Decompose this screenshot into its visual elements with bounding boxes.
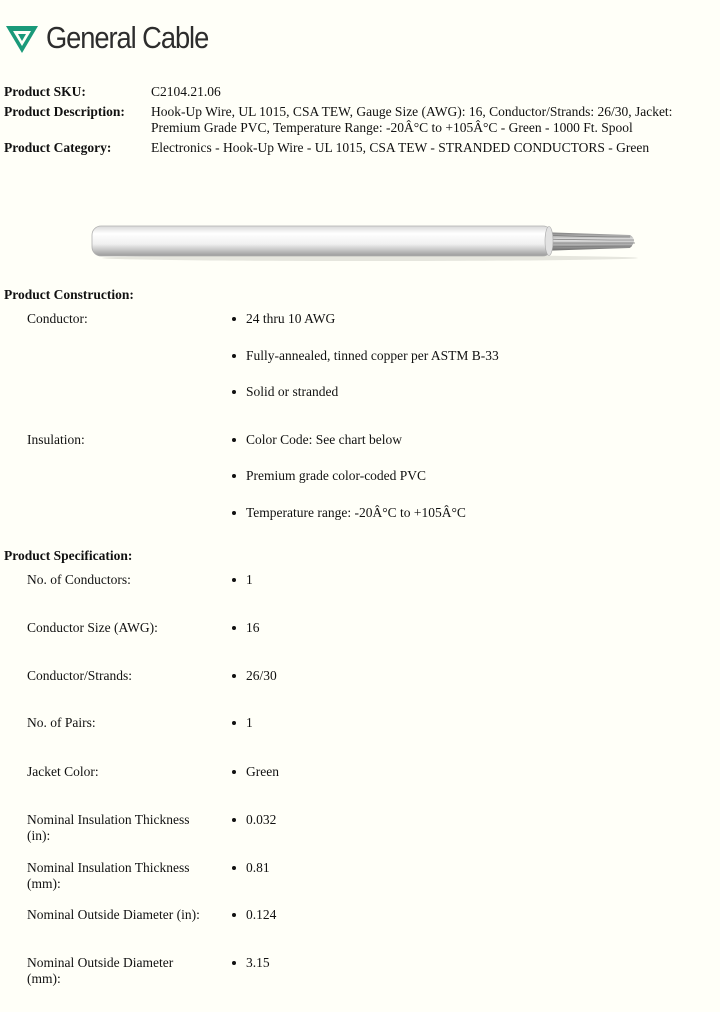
product-description-label: Product Description: xyxy=(4,104,125,119)
product-sku-value: C2104.21.06 xyxy=(151,84,221,99)
product-description-value: Hook-Up Wire, UL 1015, CSA TEW, Gauge Size (AWG): 16, Conductor/Strands: 26/30, Jacket: Premium Grade PVC, Temperature Range: -20Â°C to +105Â°C - Green - 1000 Ft. Spool xyxy=(151,104,673,135)
product-sku-label: Product SKU: xyxy=(4,84,86,99)
specification-title: Product Specification: xyxy=(4,548,133,563)
insulation-item: Temperature range: -20Â°C to +105Â°C xyxy=(246,505,466,520)
list-item xyxy=(232,384,338,400)
bullet-icon xyxy=(232,674,236,678)
spec-label: Nominal Insulation Thickness (in): xyxy=(27,812,190,843)
spec-label: No. of Pairs: xyxy=(27,715,96,730)
bullet-icon xyxy=(232,913,236,917)
list-item xyxy=(232,348,499,364)
spec-value: Green xyxy=(232,764,279,780)
insulation-label: Insulation: xyxy=(27,432,85,447)
product-category-value: Electronics - Hook-Up Wire - UL 1015, CSA TEW - STRANDED CONDUCTORS - Green xyxy=(151,140,650,155)
bullet-icon xyxy=(232,626,236,630)
spec-value: 26/30 xyxy=(232,668,277,684)
insulation-item: Color Code: See chart below xyxy=(246,432,402,447)
product-category-label: Product Category: xyxy=(4,140,112,155)
spec-value: 1 xyxy=(232,715,253,731)
spec-label: Jacket Color: xyxy=(27,764,99,779)
bullet-icon xyxy=(232,438,236,442)
conductor-label: Conductor: xyxy=(27,311,88,326)
bullet-icon xyxy=(232,770,236,774)
spec-value: 0.124 xyxy=(232,907,276,923)
construction-title: Product Construction: xyxy=(4,287,134,302)
list-item xyxy=(232,311,335,327)
wire-image xyxy=(90,222,640,262)
bullet-icon xyxy=(232,721,236,725)
spec-label: Nominal Insulation Thickness (mm): xyxy=(27,860,190,891)
general-cable-logo-icon xyxy=(4,20,40,56)
conductor-item: Fully-annealed, tinned copper per ASTM B-33 xyxy=(246,348,499,363)
spec-label: Conductor/Strands: xyxy=(27,668,132,683)
logo-text: General Cable xyxy=(46,20,209,55)
spec-value: 16 xyxy=(232,620,260,636)
spec-label: Nominal Outside Diameter (mm): xyxy=(27,955,174,986)
list-item xyxy=(232,432,402,448)
spec-label: Conductor Size (AWG): xyxy=(27,620,158,635)
spec-label: Nominal Outside Diameter (in): xyxy=(27,907,200,922)
brand-logo xyxy=(4,20,230,56)
spec-label: No. of Conductors: xyxy=(27,572,131,587)
bullet-icon xyxy=(232,390,236,394)
spec-value: 1 xyxy=(232,572,253,588)
bullet-icon xyxy=(232,511,236,515)
list-item xyxy=(232,505,466,521)
bullet-icon xyxy=(232,578,236,582)
bullet-icon xyxy=(232,474,236,478)
insulation-item: Premium grade color-coded PVC xyxy=(246,468,427,483)
conductor-item: 24 thru 10 AWG xyxy=(246,311,336,326)
conductor-item: Solid or stranded xyxy=(246,384,339,399)
spec-value: 0.032 xyxy=(232,812,276,828)
spec-value: 0.81 xyxy=(232,860,270,876)
bullet-icon xyxy=(232,354,236,358)
bullet-icon xyxy=(232,961,236,965)
bullet-icon xyxy=(232,818,236,822)
bullet-icon xyxy=(232,866,236,870)
bullet-icon xyxy=(232,317,236,321)
spec-value: 3.15 xyxy=(232,955,270,971)
list-item xyxy=(232,468,426,484)
